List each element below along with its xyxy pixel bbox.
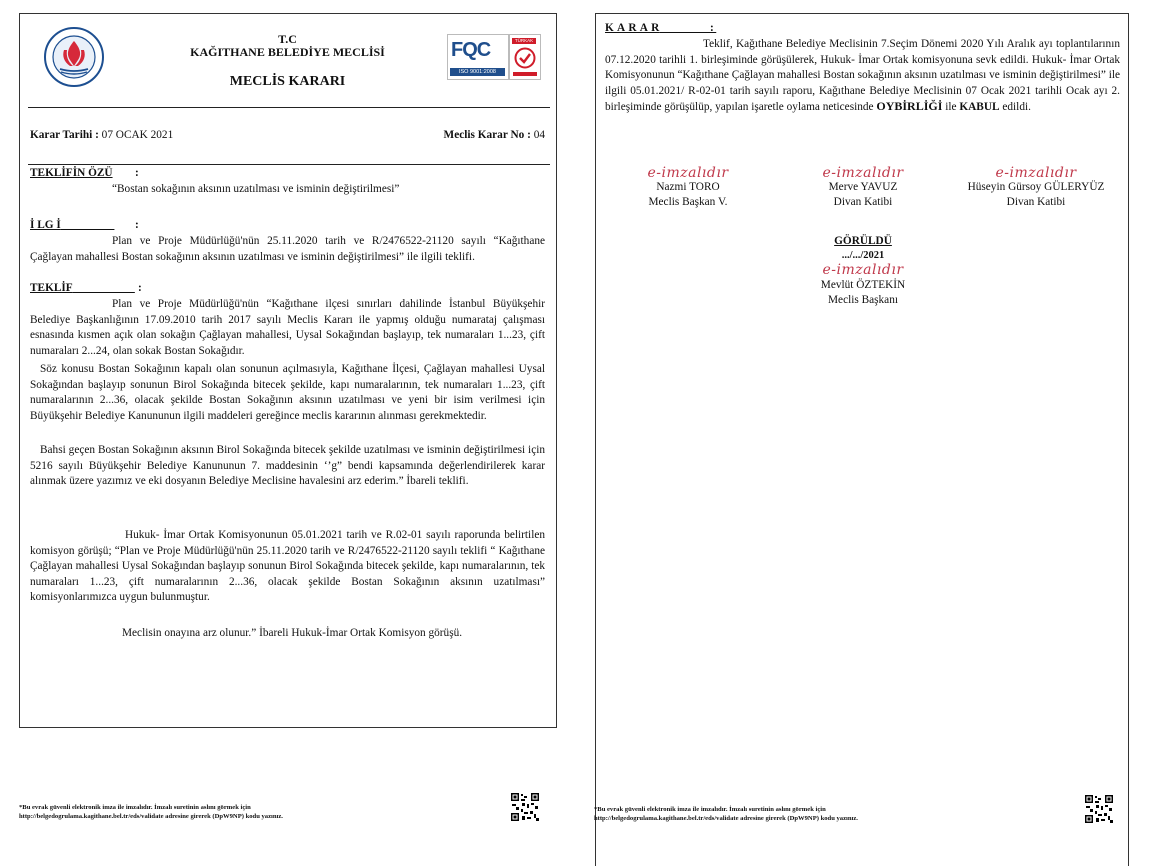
karar-colon: :	[710, 22, 714, 34]
left-footer-note: *Bu evrak güvenli elektronik imza ile imzalıdır. İmzalı suretinin aslını görmek için http://belgedogrulama.kagithane.bel.tr/eds/validate adresine girerek (DpW9NP) kodu yazınız.	[19, 804, 283, 820]
ilgi-text: Plan ve Proje Müdürlüğü'nün 25.11.2020 tarih ve R/2476522-21120 sayılı “Kağıthane Çağlayan mahallesi Bostan sokağının aksının uzatılması ve isminin değiştirilmesi” ile ilgili teklifi.	[30, 235, 545, 263]
e-signature-stamp: e-imzalıdır	[822, 261, 904, 278]
meta-divider	[28, 164, 550, 165]
e-signature-stamp: e-imzalıdır	[647, 165, 729, 181]
page-title: MECLİS KARARI	[229, 74, 346, 89]
commission-conclusion: Meclisin onayına arz olunur.” İbareli Hukuk-İmar Ortak Komisyon görüşü.	[122, 627, 463, 639]
left-page	[0, 0, 578, 866]
e-signature-stamp: e-imzalıdır	[822, 165, 904, 181]
header-tc: T.C	[278, 32, 297, 46]
qr-code-icon	[510, 792, 540, 822]
ozu-heading: TEKLİFİN ÖZÜ	[30, 167, 113, 179]
checkmark-seal-icon	[514, 47, 536, 69]
signature-block-chair-deputy: e-imzalıdır Nazmi TORO Meclis Başkan V.	[608, 166, 768, 211]
right-page	[578, 0, 1157, 866]
ilgi-colon: :	[135, 219, 139, 231]
signature-block-clerk-2: e-imzalıdır Hüseyin Gürsoy GÜLERYÜZ Divan Katibi	[946, 166, 1126, 211]
approval-block: GÖRÜLDÜ .../.../2021 e-imzalıdır Mevlüt ÖZTEKİN Meclis Başkanı	[783, 234, 943, 309]
ilgi-heading: İ LG İ	[30, 219, 61, 231]
turkak-logo: TÜRKAK	[509, 34, 541, 80]
teklif-heading: TEKLİF	[30, 282, 73, 294]
ozu-text: “Bostan sokağının aksının uzatılması ve isminin değiştirilmesi”	[112, 183, 400, 195]
karar-text: Teklif, Kağıthane Belediye Meclisinin 7.Seçim Dönemi 2020 Yılı Aralık ayı toplantılarının 07.12.2020 tarihli 1. birleşiminde görüşülerek, Hukuk- İmar Ortak komisyonuna sevk edildi. Hukuk- İmar Ortak Komisyonunun “Kağıthane Çağlayan mahallesi Bostan sokağının aksının uzatılması ve isminin değiştirilmesi” ile ilgili 05.01.2021/ R-02-01 tarih sayılı raporu, Kağıthane Belediye Meclisinin 07 Ocak 2021 tarihli Ocak ayı 2. birleşiminde görüşülüp, yapılan işaretle oylama neticesinde OYBİRLİĞİ ile KABUL edildi.	[605, 38, 1120, 114]
municipality-logo-icon	[40, 26, 108, 88]
decision-date: Karar Tarihi : 07 OCAK 2021	[30, 129, 174, 141]
commission-paragraph: Hukuk- İmar Ortak Komisyonunun 05.01.2021 tarih ve R.02-01 sayılı raporunda belirtilen komisyon görüşü; “Plan ve Proje Müdürlüğü'nün 25.11.2020 tarih ve R/2476522-21120 sayılı teklifi “ Kağıthane Çağlayan mahallesi Uysal Sokağından başlayıp sonunun Birol Sokağında bitecek şekilde, kapı numaralarının, tek numaraları 1...23, çift numaralarının 2...36, olacak şekilde Bostan Sokağının aksının uzatılması” komisyonlarımızca uygun bulunmuştur.	[30, 529, 545, 604]
karar-heading: K A R A R	[605, 22, 660, 34]
qr-code-icon	[1084, 794, 1114, 824]
goruldu-label: GÖRÜLDÜ	[834, 235, 892, 247]
teklif-paragraph-1: Plan ve Proje Müdürlüğü'nün “Kağıthane ilçesi sınırları dahilinde İstanbul Büyükşehir Belediye Başkanlığının 17.09.2010 tarih 2017 sayılı Meclis Kararı ile yapmış olduğu numarataj çalışması esnasında kısmen açık olan sokağın Çağlayan mahallesi, Uysal Sokağından başlayıp, tek numaraları 1...23, çift numaraları 2...24, olan sokak Bostan Sokağıdır.	[30, 298, 545, 357]
signature-block-clerk-1: e-imzalıdır Merve YAVUZ Divan Katibi	[783, 166, 943, 211]
ozu-colon: :	[135, 167, 139, 179]
right-footer-note: *Bu evrak güvenli elektronik imza ile imzalıdır. İmzalı suretinin aslını görmek için http://belgedogrulama.kagithane.bel.tr/eds/validate adresine girerek (DpW9NP) kodu yazınız.	[594, 806, 858, 822]
teklif-paragraph-2: Söz konusu Bostan Sokağının kapalı olan sonunun açılmasıyla, Kağıthane İlçesi, Çağlayan mahallesi Uysal Sokağından başlayıp sonunun Birol Sokağında bitecek şekilde, kapı numaralarının, tek numaraları 1...23, çift numaralarının 2...36, olacak şekilde Bostan Sokağının aksının uzatılması ve yeni bir isim verilmesi için Büyükşehir Belediye Kanununun ilgili maddeleri gereğince meclis kararının alınması gerekmektedir.	[30, 363, 545, 422]
right-page-frame	[595, 13, 1129, 866]
header-divider	[28, 107, 550, 108]
teklif-paragraph-3: Bahsi geçen Bostan Sokağının aksının Birol Sokağında bitecek şekilde uzatılması ve isminin değiştirilmesi için 5216 sayılı Büyükşehir Belediye Kanununun 7. maddesinin ‘’g” bendi kapsamında değerlendirilerek karar alınmak üzere yazımız ve eki dosyanın Belediye Meclisine havalesini arz ederim.” İbareli teklifi.	[30, 444, 545, 488]
fqc-certificate-logo: FQC ISO 9001:2008	[447, 34, 509, 80]
approval-date: .../.../2021	[841, 249, 885, 261]
header-council: KAĞITHANE BELEDİYE MECLİSİ	[190, 45, 385, 59]
e-signature-stamp: e-imzalıdır	[995, 165, 1077, 181]
teklif-colon: :	[138, 282, 142, 294]
decision-number: Meclis Karar No : 04	[443, 129, 545, 141]
